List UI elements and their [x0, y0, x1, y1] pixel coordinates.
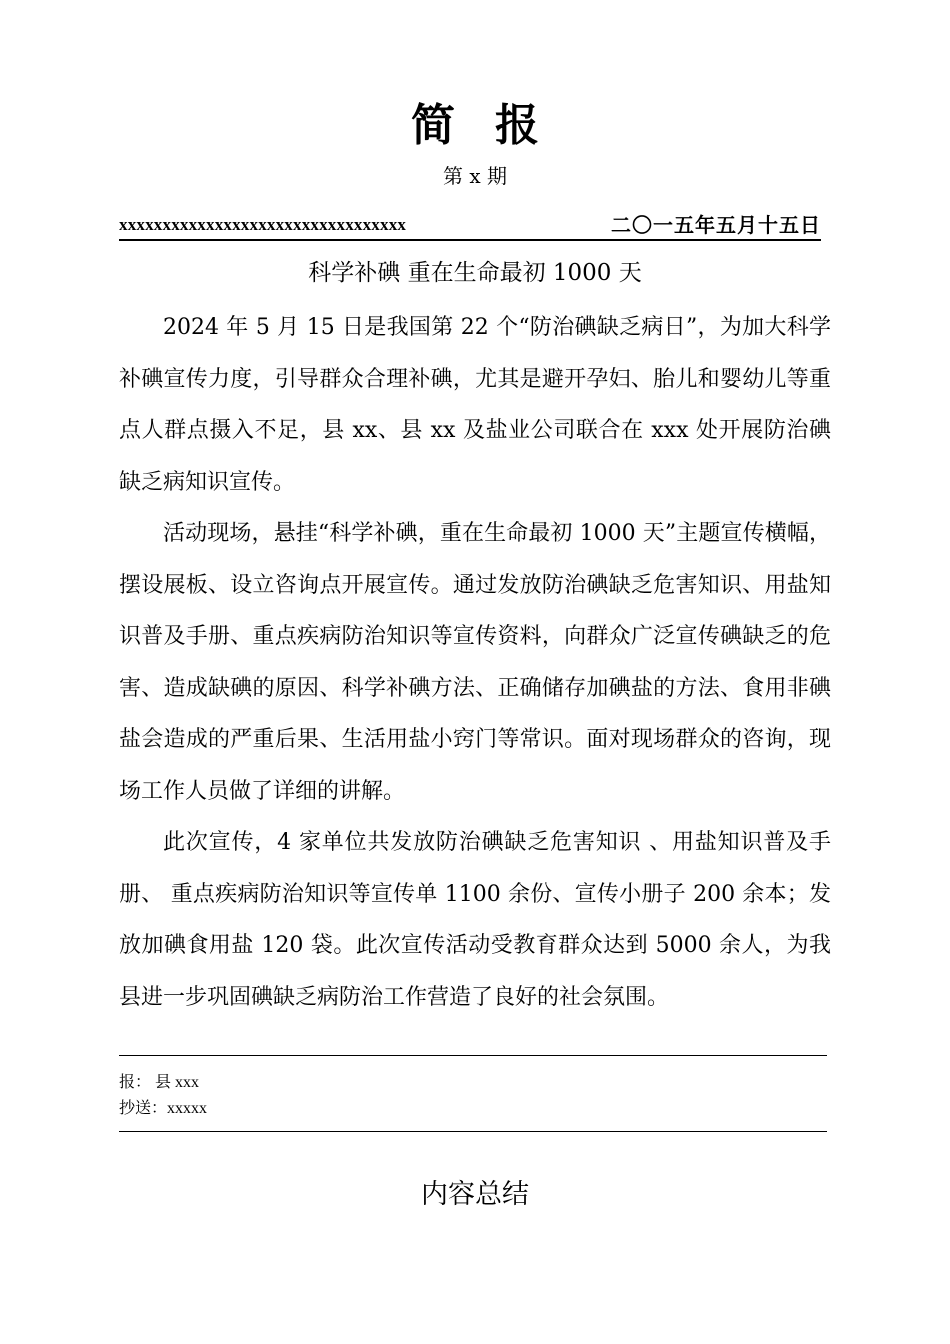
issuing-organization: xxxxxxxxxxxxxxxxxxxxxxxxxxxxxxxxx: [119, 215, 407, 234]
footer-divider-bottom: [119, 1131, 827, 1132]
footer-divider-top: [119, 1055, 827, 1056]
report-to: 报： 县 xxx: [119, 1074, 200, 1091]
issue-date: 二〇一五年五月十五日: [611, 213, 821, 237]
document-title: 简报: [411, 100, 579, 151]
paragraph: 活动现场，悬挂“科学补碘，重在生命最初 1000 天”主题宣传横幅，摆设展板、设立咨询点开展宣传。通过发放防治碘缺乏危害知识、用盐知识普及手册、重点疾病防治知识等宣传资料，向群众广泛宣传碘缺乏的危害、造成缺碘的原因、科学补碘方法、正确储存加碘盐的方法、食用非碘盐会造成的严重后果、生活用盐小窍门等常识。面对现场群众的咨询，现场工作人员做了详细的讲解。: [119, 521, 831, 804]
issue-number: 第 x 期: [443, 164, 507, 188]
article-title: 科学补碘 重在生命最初 1000 天: [308, 260, 642, 286]
carbon-copy: 抄送：xxxxx: [119, 1100, 208, 1117]
header-rule: [119, 211, 821, 241]
summary-heading: 内容总结: [421, 1179, 529, 1210]
article-body: [119, 302, 831, 1023]
paragraph: 此次宣传，4 家单位共发放防治碘缺乏危害知识 、用盐知识普及手册、 重点疾病防治知识等宣传单 1100 余份、宣传小册子 200 余本；发放加碘食用盐 120 袋。此次宣传活动受教育群众达到 5000 余人，为我县进一步巩固碘缺乏病防治工作营造了良好的社会氛围。: [119, 830, 831, 1010]
paragraph: 2024 年 5 月 15 日是我国第 22 个“防治碘缺乏病日”，为加大科学补碘宣传力度，引导群众合理补碘，尤其是避开孕妇、胎儿和婴幼儿等重点人群点摄入不足，县 xx、县 xx 及盐业公司联合在 xxx 处开展防治碘缺乏病知识宣传。: [119, 315, 831, 495]
